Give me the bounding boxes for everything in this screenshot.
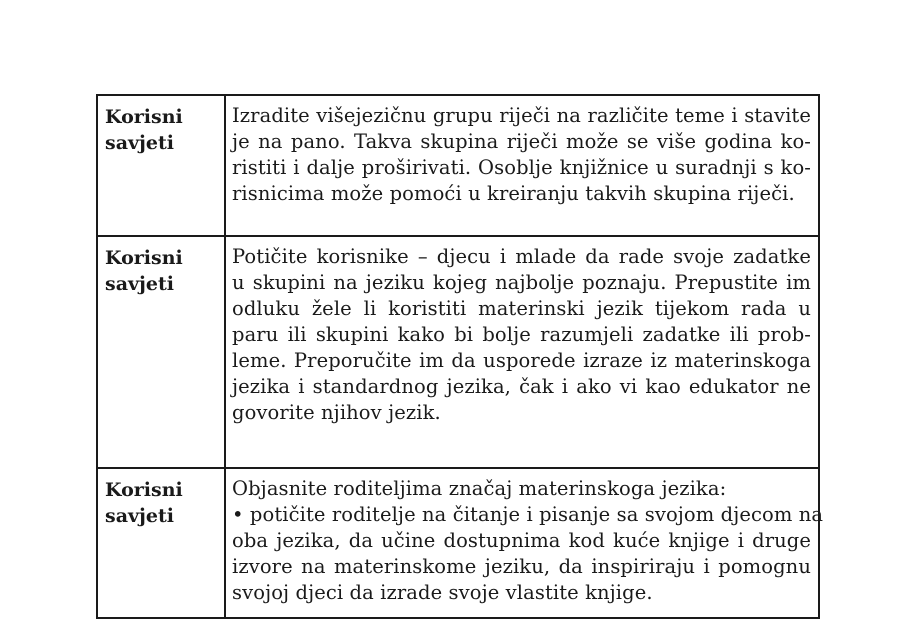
tip-text-line: risnicima može pomoći u kreiranju takvih skupina riječi. bbox=[232, 182, 795, 205]
tip-text-line: odluku žele li koristiti materinski jezik tijekom rada u bbox=[232, 297, 811, 320]
tip-row bbox=[97, 468, 819, 618]
tip-text-line: govorite njihov jezik. bbox=[232, 401, 441, 424]
tip-label bbox=[97, 468, 225, 618]
tip-label-line: savjeti bbox=[105, 505, 175, 527]
tip-text bbox=[225, 236, 819, 468]
tip-label-line: Korisni bbox=[105, 247, 183, 269]
tip-label bbox=[97, 236, 225, 468]
tip-text bbox=[225, 468, 824, 618]
tip-text-line: Potičite korisnike – djecu i mlade da rade svoje zadatke bbox=[232, 245, 811, 268]
tip-label-line: Korisni bbox=[105, 479, 183, 501]
tip-row bbox=[97, 95, 819, 236]
tips-table bbox=[96, 94, 824, 619]
bullet-line: oba jezika, da učine dostupnima kod kuće knjige i druge bbox=[232, 529, 811, 552]
tip-label bbox=[97, 95, 225, 236]
tip-label-line: savjeti bbox=[105, 273, 175, 295]
tip-row bbox=[97, 236, 819, 468]
tip-text-line: jezika i standardnog jezika, čak i ako vi kao edukator ne bbox=[232, 375, 811, 398]
bullet-line: svojoj djeci da izrade svoje vlastite knjige. bbox=[232, 581, 653, 604]
tip-text-line: je na pano. Takva skupina riječi može se više godina ko- bbox=[232, 130, 811, 153]
bullet-line: • potičite roditelje na čitanje i pisanje sa svojom djecom na bbox=[232, 503, 824, 526]
tip-intro: Objasnite roditeljima značaj materinskoga jezika: bbox=[232, 477, 727, 500]
tip-text-line: paru ili skupini kako bi bolje razumjeli zadatke ili prob- bbox=[232, 323, 811, 346]
tip-label-line: Korisni bbox=[105, 106, 183, 128]
bullet-list bbox=[232, 502, 824, 606]
tip-text-line: u skupini na jeziku kojeg najbolje poznaju. Prepustite im bbox=[232, 271, 811, 294]
bullet-line: izvore na materinskome jeziku, da inspiriraju i pomognu bbox=[232, 555, 811, 578]
tip-text bbox=[225, 95, 819, 236]
tip-label-line: savjeti bbox=[105, 132, 175, 154]
tip-text-line: ristiti i dalje proširivati. Osoblje knjižnice u suradnji s ko- bbox=[232, 156, 811, 179]
tip-text-line: Izradite višejezičnu grupu riječi na različite teme i stavite bbox=[232, 104, 811, 127]
tip-text-line: leme. Preporučite im da usporede izraze iz materinskoga bbox=[232, 349, 811, 372]
